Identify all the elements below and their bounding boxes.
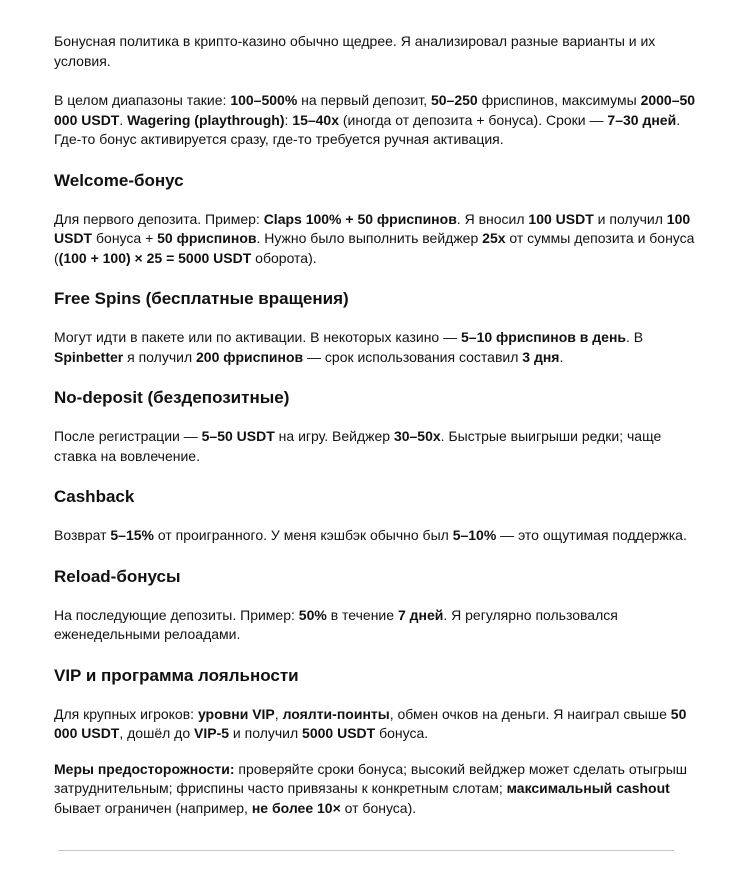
text: В целом диапазоны такие: — [54, 92, 231, 108]
bold-text: Меры предосторожности: — [54, 760, 235, 777]
bold-text: 5000 USDT — [302, 725, 376, 741]
text: Для первого депозита. Пример: — [54, 210, 264, 227]
bold-text: 50 фриспинов — [157, 230, 257, 246]
ranges-paragraph — [54, 91, 704, 150]
text: на игру. Вейджер — [274, 428, 394, 444]
freespins-heading: Free Spins (бесплатные вращения) — [54, 289, 349, 308]
text: и получил — [229, 725, 303, 741]
text: . Где-то бонус активируется сразу, где-то требуется ручная активация. — [54, 111, 681, 147]
text: , обмен очков на деньги. Я наиграл свыше — [389, 705, 671, 722]
welcome-heading: Welcome-бонус — [54, 170, 184, 190]
bold-text: 50% — [298, 606, 327, 623]
nodeposit-paragraph — [54, 427, 704, 466]
bold-text: 100–500% — [230, 92, 298, 108]
intro-paragraph: Бонусная политика в крипто-казино обычно щедрее. Я анализировал разные варианты и их условия. — [54, 33, 656, 69]
caution-paragraph — [54, 760, 704, 819]
text: . В — [626, 329, 644, 345]
bold-text: 100 USDT — [528, 210, 594, 227]
bold-text: 2000–50 000 USDT — [54, 92, 696, 128]
text: . Быстрые выигрыши редки; чаще ставка на вовлечение. — [54, 428, 662, 464]
text: бонуса + — [92, 230, 158, 246]
bold-text: 200 фриспинов — [196, 348, 304, 365]
text: Возврат — [54, 527, 111, 543]
text: . — [119, 111, 128, 128]
text: — это ощутимая поддержка. — [496, 527, 687, 543]
bold-text: уровни VIP — [197, 705, 275, 722]
text: в течение — [326, 606, 398, 623]
text: . Я вносил — [456, 210, 529, 227]
bold-text: 7–30 дней — [607, 111, 677, 128]
text: фриспинов, максимумы — [477, 92, 641, 108]
text: , дошёл до — [119, 725, 195, 741]
text: Для крупных игроков: — [54, 705, 198, 722]
text: На последующие депозиты. Пример: — [54, 606, 299, 623]
vip-heading: VIP и программа лояльности — [54, 665, 299, 685]
bold-text: 5–10 фриспинов в день — [461, 329, 627, 345]
bold-text: Claps 100% + 50 фриспинов — [263, 210, 457, 227]
text: Могут идти в пакете или по активации. В некоторых казино — — [54, 329, 461, 345]
text: — срок использования составил — [303, 348, 523, 365]
text: от проигранного. У меня кэшбэк обычно был — [153, 527, 453, 543]
bold-text: 30–50x — [393, 428, 441, 444]
text: и получил — [593, 210, 667, 227]
bold-text: 5–10% — [452, 527, 497, 543]
text: я получил — [123, 348, 196, 365]
cashback-paragraph — [54, 526, 704, 546]
reload-paragraph — [54, 606, 704, 645]
text: оборота). — [251, 249, 317, 266]
bold-text: 50–250 — [430, 92, 478, 108]
text: После регистрации — — [54, 428, 202, 444]
bold-text: 100 USDT — [54, 210, 691, 246]
text: (иногда от депозита + бонуса). Сроки — — [339, 111, 608, 128]
bold-text: 50 000 USDT — [54, 705, 687, 741]
welcome-paragraph — [54, 210, 704, 269]
text: на первый депозит, — [297, 92, 431, 108]
bold-text: 5–50 USDT — [201, 428, 275, 444]
cashback-heading: Cashback — [54, 487, 135, 506]
bold-text: VIP-5 — [194, 725, 230, 741]
bold-text: 5–15% — [110, 527, 154, 543]
text: , — [274, 705, 283, 722]
reload-heading: Reload-бонусы — [54, 566, 181, 586]
divider — [58, 850, 674, 851]
text: бывает ограничен (например, — [54, 799, 252, 816]
bold-text: (100 + 100) × 25 = 5000 USDT — [58, 249, 252, 266]
bold-text: Spinbetter — [54, 348, 124, 365]
text: бонуса. — [375, 725, 429, 741]
bold-text: 25x — [482, 230, 506, 246]
text: от бонуса). — [340, 799, 417, 816]
article-body — [54, 32, 704, 818]
bold-text: лоялти-поинты — [282, 705, 390, 722]
bold-text: Wagering (playthrough) — [127, 111, 285, 128]
bold-text: 7 дней — [397, 606, 444, 623]
bold-text: 3 дня — [522, 348, 560, 365]
bold-text: не более 10× — [251, 799, 341, 816]
bold-text: максимальный cashout — [506, 780, 670, 796]
nodeposit-heading: No-deposit (бездепозитные) — [54, 388, 290, 407]
text: : — [284, 111, 293, 128]
text: . — [559, 348, 564, 365]
bold-text: 15–40x — [292, 111, 339, 128]
text: . Я регулярно пользовался еженедельными релоадами. — [54, 606, 618, 642]
text: . Нужно было выполнить вейджер — [256, 230, 483, 246]
text: проверяйте сроки бонуса; высокий вейджер может сделать отыгрыш затруднительным; фриспины часто привязаны к конкретным слотам; — [54, 760, 688, 796]
text: от суммы депозита и бонуса ( — [54, 230, 695, 266]
freespins-paragraph — [54, 328, 704, 367]
vip-paragraph — [54, 705, 704, 744]
